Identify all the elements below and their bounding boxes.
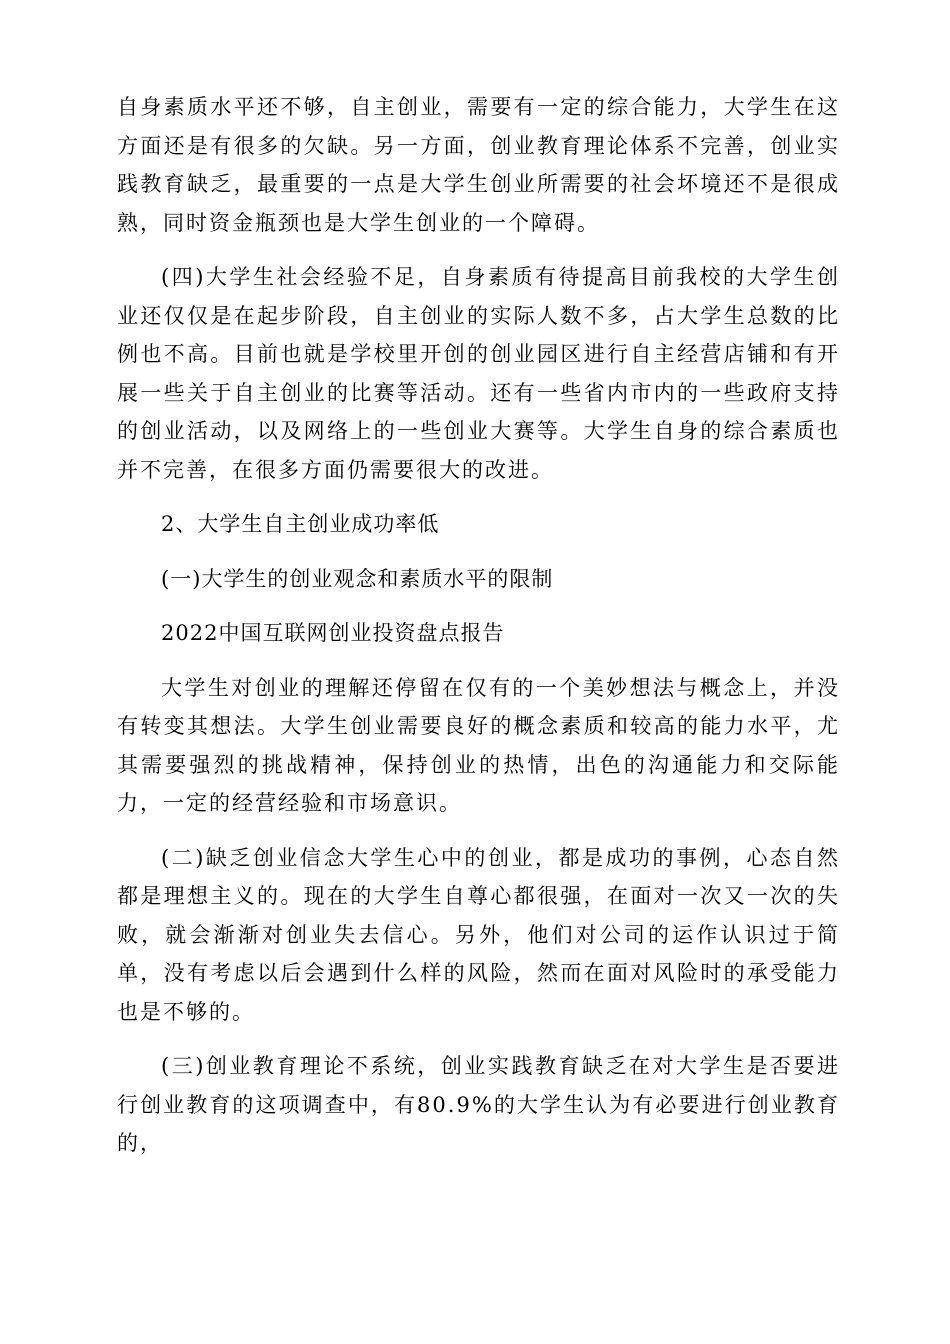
heading-report-title: 2022中国互联网创业投资盘点报告: [161, 621, 505, 645]
paragraph-section-two: (二)缺乏创业信念大学生心中的创业，都是成功的事例，心态自然都是理想主义的。现在的大学生自尊心都很强，在面对一次又一次的失败，就会渐渐对创业失去信心。另外，他们对公司的运作认识过于简单，没有考虑以后会遇到什么样的风险，然而在面对风险时的承受能力也是不够的。: [117, 845, 840, 1024]
heading-section-one: (一)大学生的创业观念和素质水平的限制: [161, 566, 554, 591]
paragraph-continuation: 自身素质水平还不够，自主创业，需要有一定的综合能力，大学生在这方面还是有很多的欠缺。另一方面，创业教育理论体系不完善，创业实践教育缺乏，最重要的一点是大学生创业所需要的社会坏境还不是很成熟，同时资金瓶颈也是大学生创业的一个障碍。: [117, 95, 840, 235]
heading-low-success-rate: 2、大学生自主创业成功率低: [161, 512, 440, 536]
paragraph-section-three: (三)创业教育理论不系统，创业实践教育缺乏在对大学生是否要进行创业教育的这项调查中，有80.9%的大学生认为有必要进行创业教育的，: [117, 1054, 840, 1155]
paragraph-section-four: (四)大学生社会经验不足，自身素质有待提高目前我校的大学生创业还仅仅是在起步阶段，自主创业的实际人数不多，占大学生总数的比例也不高。目前也就是学校里开创的创业园区进行自主经营店铺和有开展一些关于自主创业的比赛等活动。还有一些省内市内的一些政府支持的创业活动，以及网络上的一些创业大赛等。大学生自身的综合素质也并不完善，在很多方面仍需要很大的改进。: [117, 265, 840, 482]
paragraph-entrepreneurship-understanding: 大学生对创业的理解还停留在仅有的一个美妙想法与概念上，并没有转变其想法。大学生创业需要良好的概念素质和较高的能力水平，尤其需要强烈的挑战精神，保持创业的热情，出色的沟通能力和交际能力，一定的经营经验和市场意识。: [117, 675, 840, 815]
